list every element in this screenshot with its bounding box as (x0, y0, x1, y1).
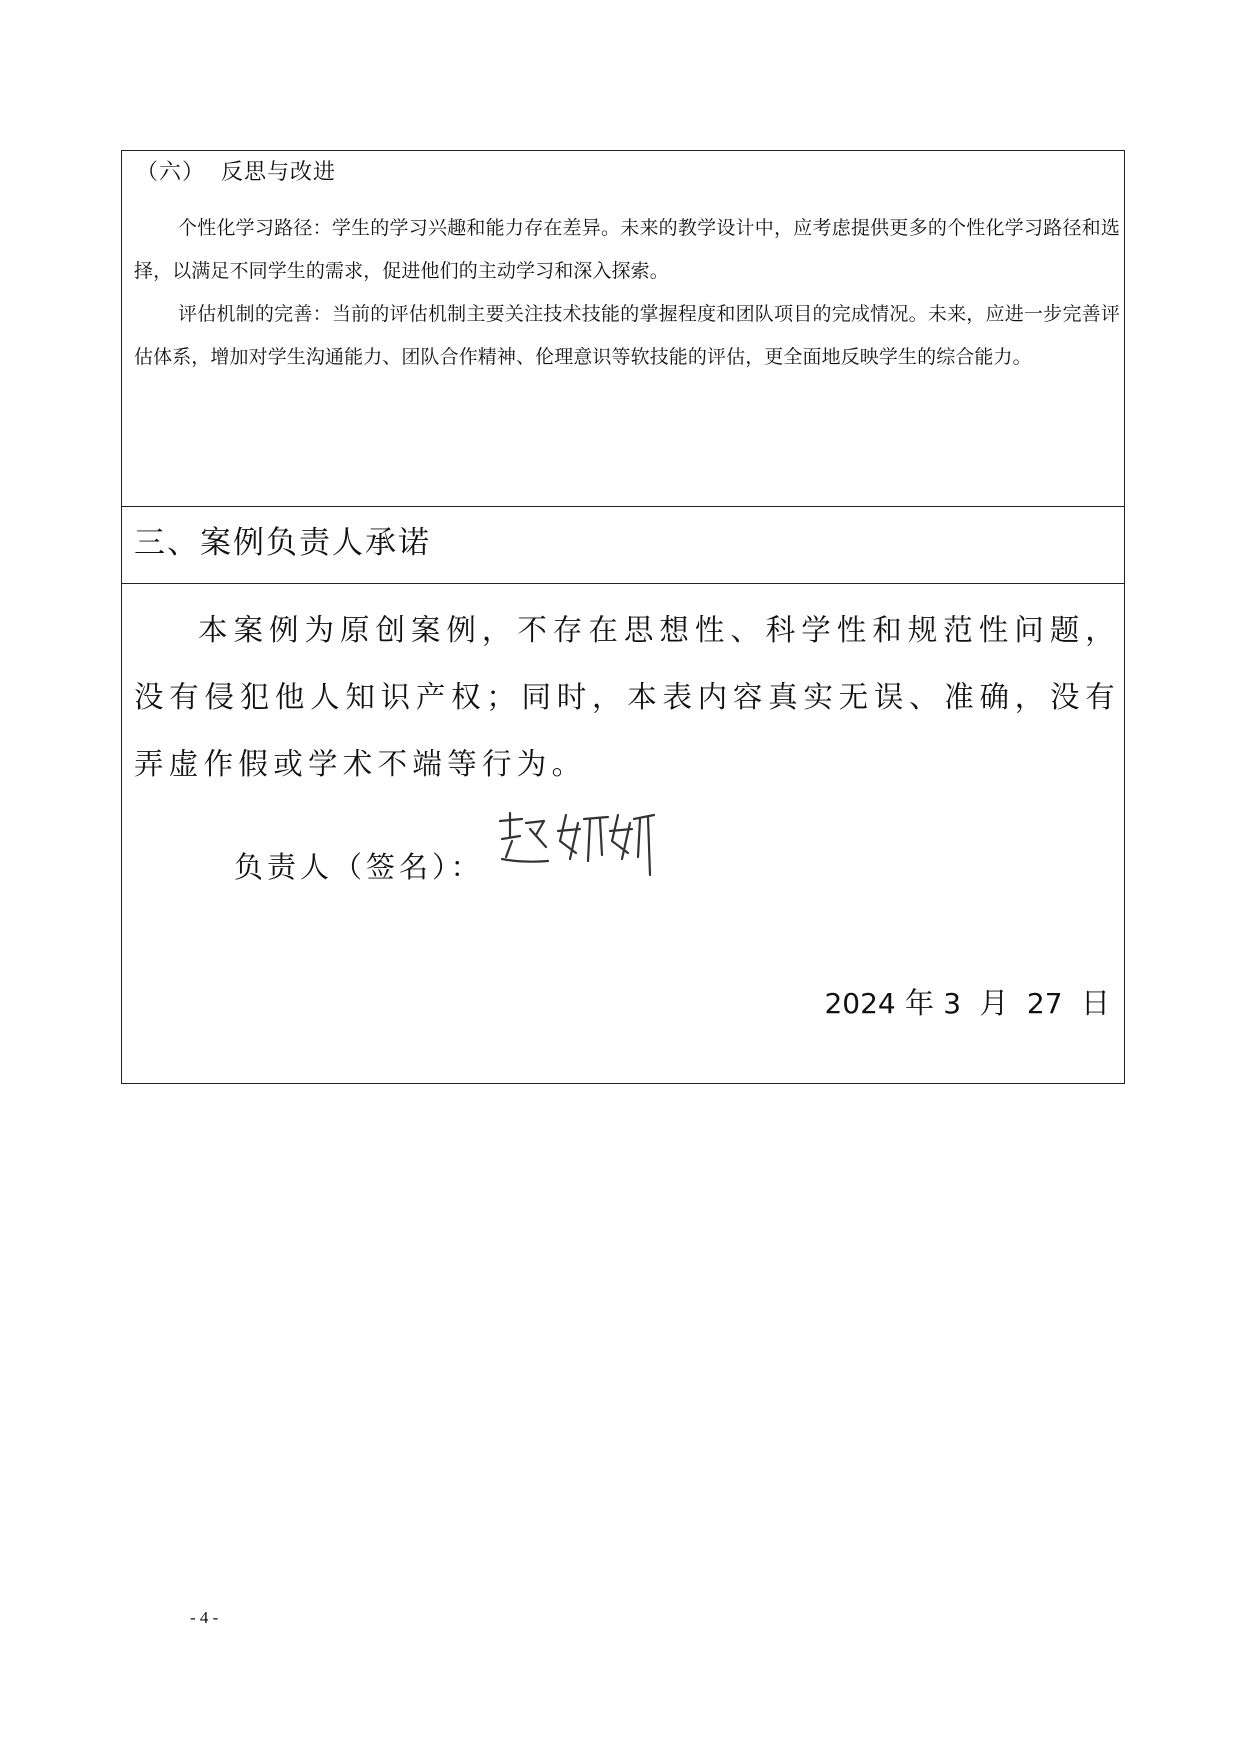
date-year-unit: 年 (904, 986, 934, 1020)
date-day-unit: 日 (1080, 986, 1110, 1020)
section-6-heading: （六） 反思与改进 (136, 160, 336, 185)
page-number: - 4 - (190, 1608, 219, 1627)
date-month: 3 (943, 987, 962, 1020)
paragraph-assessment-mechanism: 评估机制的完善：当前的评估机制主要关注技术技能的掌握程度和团队项目的完成情况。未来，应进一步完善评估体系，增加对学生沟通能力、团队合作精神、伦理意识等软技能的评估，更全面地反映学生的综合能力。 (134, 303, 1120, 368)
form-table (121, 150, 1125, 1084)
date-line (824, 981, 1110, 1022)
date-year: 2024 (824, 987, 896, 1020)
row-divider-1 (122, 506, 1124, 507)
paragraph-personalized-learning: 个性化学习路径：学生的学习兴趣和能力存在差异。未来的教学设计中，应考虑提供更多的个性化学习路径和选择，以满足不同学生的需求，促进他们的主动学习和深入探索。 (134, 217, 1120, 282)
row-divider-2 (122, 583, 1124, 584)
pledge-text: 本案例为原创案例，不存在思想性、科学性和规范性问题，没有侵犯他人知识产权；同时，本表内容真实无误、准确，没有弄虚作假或学术不端等行为。 (134, 613, 1120, 781)
signature-label: 负责人（签名）： (234, 850, 484, 884)
handwritten-signature (496, 801, 656, 881)
section-3-title: 三、案例负责人承诺 (134, 525, 431, 561)
date-month-unit: 月 (979, 986, 1009, 1020)
date-day: 27 (1026, 987, 1063, 1020)
